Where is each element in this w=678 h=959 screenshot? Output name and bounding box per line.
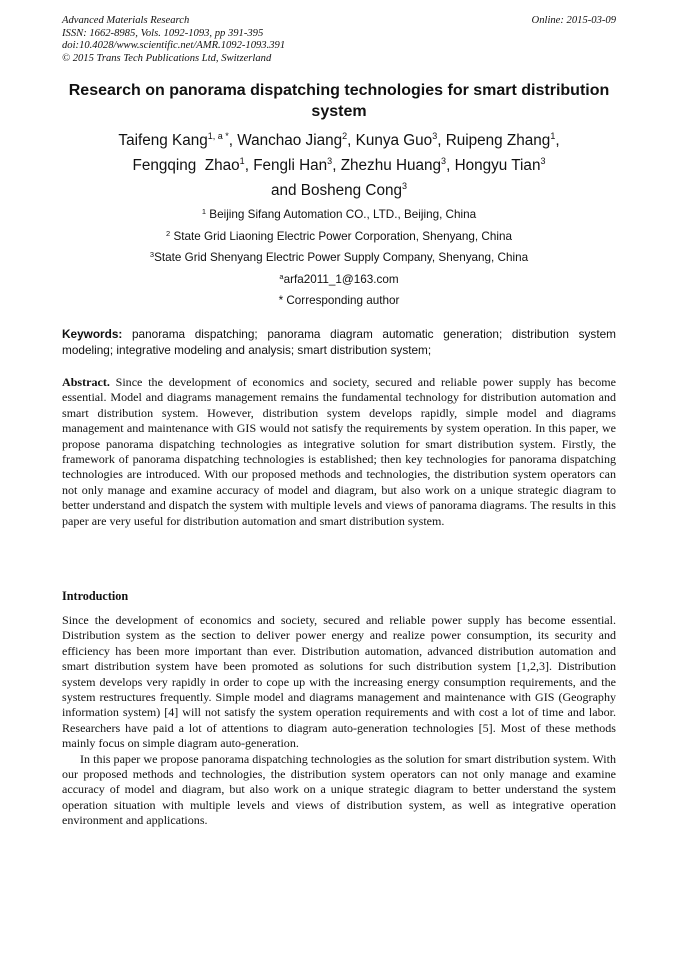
author-sup: 3: [401, 181, 407, 191]
author-line-3: [62, 178, 616, 203]
introduction-body: [62, 613, 616, 829]
author-name: Ruipeng Zhang: [445, 132, 551, 149]
author-sep: ,: [437, 132, 446, 149]
email-line: [62, 269, 616, 291]
author-sep: ,: [332, 157, 341, 174]
author-list: [62, 128, 616, 203]
abstract-block: [62, 375, 616, 529]
issn-line: ISSN: 1662-8985, Vols. 1092-1093, pp 391-395: [62, 27, 264, 39]
author-name: Fengli Han: [253, 157, 328, 174]
author-sep: ,: [446, 157, 455, 174]
abstract-label: Abstract.: [62, 375, 110, 389]
corresponding-author-note: [62, 290, 616, 312]
introduction-heading: Introduction: [62, 589, 129, 603]
author-name: Zhezhu Huang: [340, 157, 442, 174]
author-sup: 1: [550, 131, 556, 141]
author-name: Wanchao Jiang: [237, 132, 343, 149]
author-name: Fengqing Zhao: [132, 157, 240, 174]
affiliation-3: [62, 247, 616, 269]
corresponding-text: * Corresponding author: [278, 294, 400, 307]
author-name: and Bosheng Cong: [271, 182, 402, 199]
affiliation-text: State Grid Liaoning Electric Power Corporation, Shenyang, China: [170, 229, 512, 243]
intro-paragraph-2: In this paper we propose panorama dispatching technologies as the solution for smart distribution system. With our proposed methods and technologies, the distribution system operators can not only manage and examine accuracy of model and diagram, but also work on a unique strategic diagram to better understand the system operation situation with multiple levels and views of distribution system, as well as integrative operation environment and applications.: [62, 751, 616, 828]
email-sup: a: [279, 271, 284, 281]
author-sup: 2: [342, 131, 348, 141]
doi-line: doi:10.4028/www.scientific.net/AMR.1092-1093.391: [62, 40, 286, 51]
author-sup: 1, a *: [207, 131, 229, 141]
journal-name: Advanced Materials Research: [62, 15, 190, 26]
journal-header: [62, 15, 616, 65]
affiliation-list: [62, 204, 616, 312]
author-sup: 3: [432, 131, 438, 141]
email-link[interactable]: arfa2011_1@163.com: [283, 272, 399, 286]
author-name: Hongyu Tian: [454, 157, 541, 174]
author-sup: 3: [441, 156, 447, 166]
affiliation-sup: 3: [149, 250, 155, 259]
intro-paragraph-1: Since the development of economics and society, secured and reliable power supply has become essential. Distribution system as the section to deliver power energy and realize power consumption, its security and efficiency has been more important than ever. Distribution automation, advanced distribution automation and smart distribution system have been promoted as solutions for such distribution system [1,2,3]. Distribution system develops very rapidly in order to cope up with the increasing energy consumption requirements, and the system restructures frequently. Simple model and diagrams management and maintenance with GIS (Geography information system) [4] will not satisfy the system operation requirements and with cost a lot of time and labor. Researchers have paid a lot of attentions to diagram auto-generation technologies [5]. Most of these methods mainly focus on simple diagram auto-generation.: [62, 613, 616, 751]
affiliation-text: Beijing Sifang Automation CO., LTD., Beijing, China: [206, 208, 477, 221]
author-sep: ,: [555, 132, 560, 149]
paper-title: Research on panorama dispatching technologies for smart distribution system: [68, 82, 610, 120]
keywords-block: [62, 327, 616, 358]
abstract-text: Since the development of economics and society, secured and reliable power supply has become essential. Model and diagrams management remains the fundamental technology for distribution automation and smart distribution system. However, distribution system develops rapidly, simple model and diagrams management and maintenance with GIS would not satisfy the requirements by system operation. In this paper, we propose panorama dispatching technologies as integrative solution for smart distribution system. Firstly, the framework of panorama dispatching technologies is established; then key technologies for panorama dispatching technologies are introduced. With our proposed methods and technologies, the distribution system operators can not only manage and examine accuracy of model and diagram, but also work on a unique strategic diagram to better understand and dispatch the system with multiple levels and views of panorama diagrams. The results in this paper are very useful for distribution automation and smart distribution system.: [62, 375, 616, 528]
author-name: Kunya Guo: [355, 132, 433, 149]
affiliation-sup: 2: [166, 228, 171, 238]
author-sep: ,: [347, 132, 356, 149]
author-sup: 3: [327, 156, 333, 166]
affiliation-2: [62, 226, 616, 248]
author-name: Taifeng Kang: [118, 132, 208, 149]
keywords-label: Keywords:: [62, 327, 123, 341]
affiliation-1: [62, 204, 616, 226]
copyright-line: © 2015 Trans Tech Publications Ltd, Switzerland: [62, 52, 272, 64]
author-sup: 1: [239, 156, 245, 166]
author-line-1: [62, 128, 616, 153]
author-sep: ,: [244, 157, 254, 174]
author-line-2: [62, 153, 616, 178]
affiliation-sup: 1: [201, 207, 207, 216]
author-sup: 3: [540, 156, 546, 166]
affiliation-text: State Grid Shenyang Electric Power Supply Company, Shenyang, China: [154, 251, 529, 264]
online-date: Online: 2015-03-09: [531, 15, 616, 26]
keywords-text: panorama dispatching; panorama diagram automatic generation; distribution system modeling; integrative modeling and analysis; smart distribution system;: [62, 327, 616, 357]
author-sep: ,: [228, 132, 238, 149]
